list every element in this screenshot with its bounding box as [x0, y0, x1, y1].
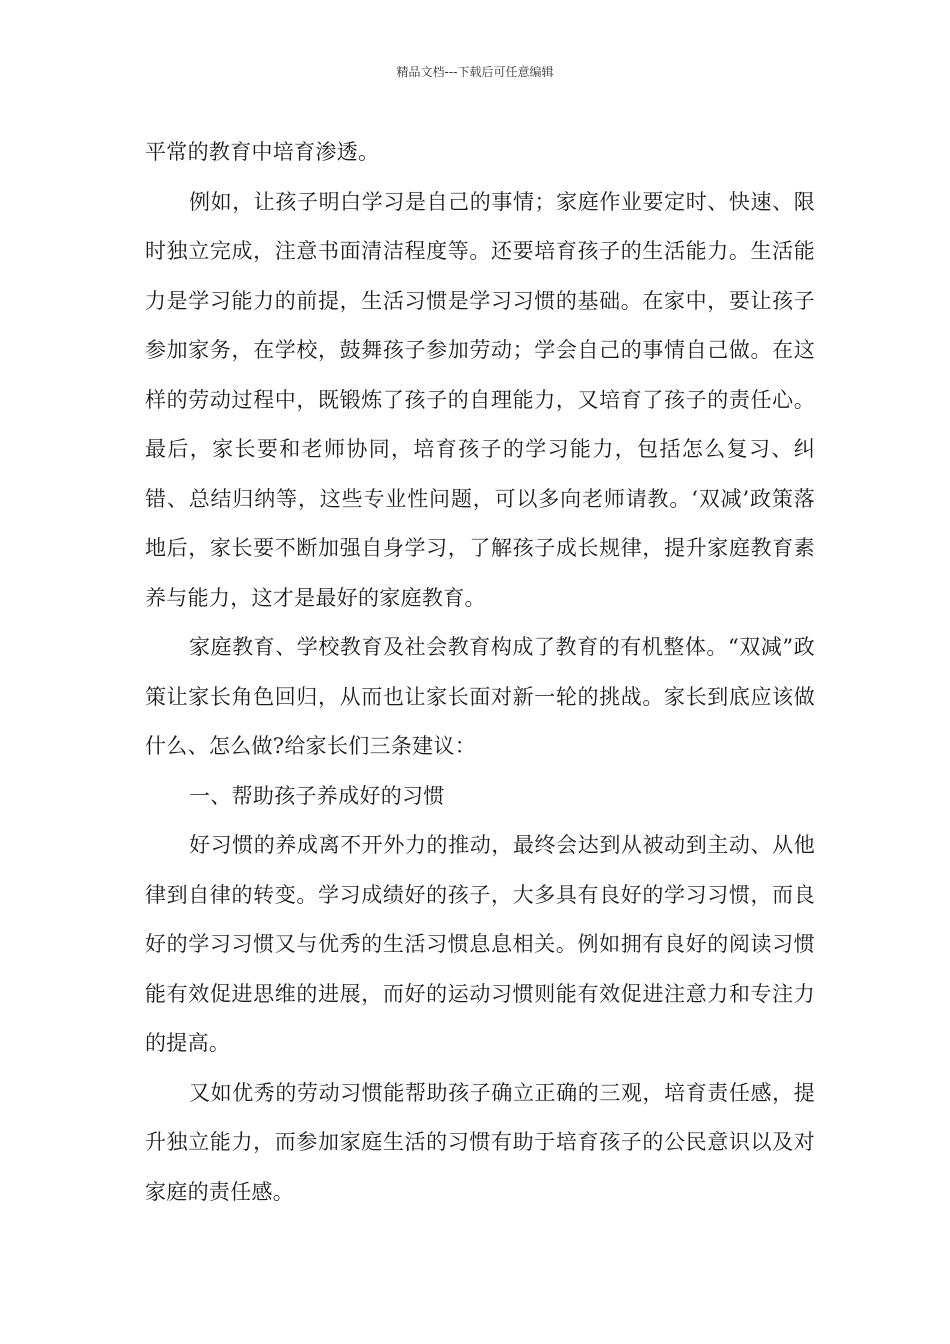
- page-header: 精品文档---下载后可任意编辑: [396, 65, 554, 79]
- paragraph-good-habits: 好习惯的养成离不开外力的推动，最终会达到从被动到主动、从他律到自律的转变。学习成绩好的孩子，大多具有良好的学习习惯，而良好的学习习惯又与优秀的生活习惯息息相关。例如拥有良好的阅读习惯能有效促进思维的进展，而好的运动习惯则能有效促进注意力和专注力的提高。: [145, 833, 815, 1055]
- paragraph-example: 例如，让孩子明白学习是自己的事情；家庭作业要定时、快速、限时独立完成，注意书面清洁程度等。还要培育孩子的生活能力。生活能力是学习能力的前提，生活习惯是学习习惯的基础。在家中，要让孩子参加家务，在学校，鼓舞孩子参加劳动；学会自己的事情自己做。在这样的劳动过程中，既锻炼了孩子的自理能力，又培育了孩子的责任心。最后，家长要和老师协同，培育孩子的学习能力，包括怎么复习、纠错、总结归纳等，这些专业性问题，可以多向老师请教。‘双减’政策落地后，家长要不断加强自身学习，了解孩子成长规律，提升家庭教育素养与能力，这才是最好的家庭教育。: [145, 189, 815, 610]
- document-body: [145, 128, 815, 1217]
- paragraph-intro-suggestions: 家庭教育、学校教育及社会教育构成了教育的有机整体。“双减”政策让家长角色回归，从而也让家长面对新一轮的挑战。家长到底应该做什么、怎么做?给家长们三条建议：: [145, 635, 815, 758]
- paragraph-continuation: 平常的教育中培育渗透。: [145, 140, 380, 164]
- paragraph-labor-habits: 又如优秀的劳动习惯能帮助孩子确立正确的三观，培育责任感，提升独立能力，而参加家庭生活的习惯有助于培育孩子的公民意识以及对家庭的责任感。: [145, 1080, 815, 1204]
- section-heading: 一、帮助孩子养成好的习惯: [189, 783, 445, 808]
